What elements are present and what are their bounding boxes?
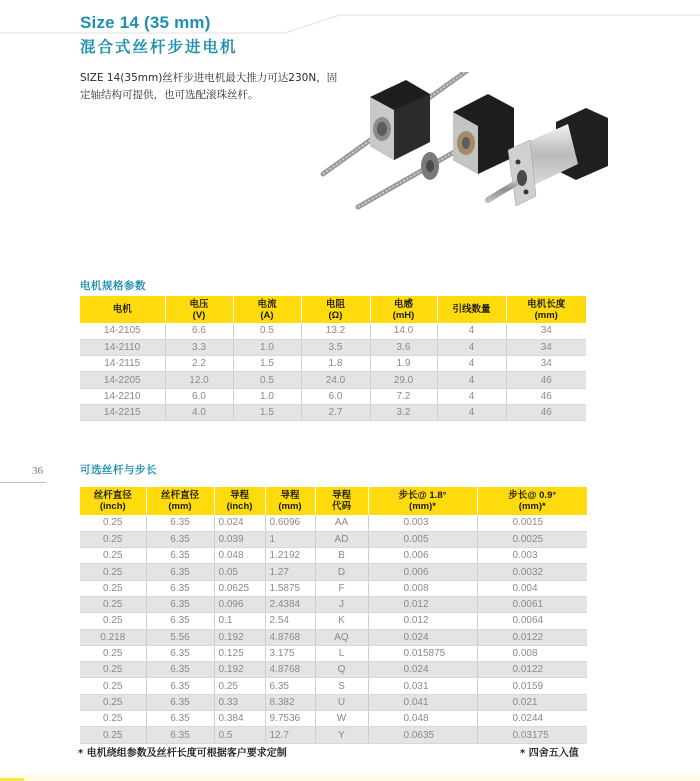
- table-cell: 1.27: [265, 564, 315, 580]
- table-row: [80, 662, 587, 678]
- bottom-color-band: [0, 775, 700, 781]
- table-cell: 46: [506, 404, 586, 420]
- table-cell: 0.03175: [477, 727, 587, 743]
- table-row: [80, 515, 587, 531]
- table-cell: 6.35: [146, 662, 214, 678]
- table-cell: 0.048: [214, 548, 265, 564]
- table-cell: 34: [506, 339, 586, 355]
- table-cell: 1.5875: [265, 580, 315, 596]
- table-cell: 0.003: [477, 548, 587, 564]
- table-cell: L: [315, 645, 368, 661]
- table-header-row: [80, 487, 587, 515]
- table-row: [80, 727, 587, 743]
- table-row: [80, 613, 587, 629]
- table-cell: J: [315, 596, 368, 612]
- column-header-voltage: 电压 (V): [165, 296, 233, 323]
- table-cell: 0.25: [80, 564, 146, 580]
- table-cell: 0.024: [368, 629, 477, 645]
- table-cell: 0.5: [233, 323, 301, 339]
- table-cell: 0.031: [368, 678, 477, 694]
- column-header-screw-dia-inch: 丝杆直径 (inch): [80, 487, 146, 515]
- table-cell: AD: [315, 531, 368, 547]
- screw-options-table: [80, 487, 587, 744]
- table-cell: 0.012: [368, 613, 477, 629]
- table-cell: 6.35: [146, 531, 214, 547]
- page-number-rule: [0, 482, 46, 483]
- table-cell: 0.192: [214, 662, 265, 678]
- table-row: [80, 404, 586, 420]
- table-row: [80, 356, 586, 372]
- column-header-current: 电流 (A): [233, 296, 301, 323]
- table-cell: 0.0032: [477, 564, 587, 580]
- table-cell: 4.8768: [265, 662, 315, 678]
- motor-specs-title: 电机规格参数: [80, 280, 146, 292]
- table-cell: 4: [437, 388, 506, 404]
- table-cell: 1.0: [233, 339, 301, 355]
- table-cell: F: [315, 580, 368, 596]
- column-header-step-0-9: 步长@ 0.9° (mm)*: [477, 487, 587, 515]
- table-cell: 0.25: [214, 678, 265, 694]
- table-cell: 46: [506, 388, 586, 404]
- table-cell: 2.4384: [265, 596, 315, 612]
- column-header-motor: 电机: [80, 296, 165, 323]
- table-cell: 0.003: [368, 515, 477, 531]
- table-cell: 14-2110: [80, 339, 165, 355]
- table-cell: 6.35: [146, 613, 214, 629]
- table-cell: 0.25: [80, 548, 146, 564]
- table-cell: 0.5: [233, 372, 301, 388]
- linear-stepper-motors-photo: [318, 72, 608, 220]
- table-row: [80, 678, 587, 694]
- table-cell: 12.0: [165, 372, 233, 388]
- table-cell: 0.0635: [368, 727, 477, 743]
- table-cell: 0.25: [80, 662, 146, 678]
- table-cell: 1: [265, 531, 315, 547]
- table-cell: 3.3: [165, 339, 233, 355]
- table-cell: D: [315, 564, 368, 580]
- table-cell: 6.35: [146, 515, 214, 531]
- column-header-screw-dia-mm: 丝杆直径 (mm): [146, 487, 214, 515]
- table-cell: 4: [437, 356, 506, 372]
- table-row: [80, 323, 586, 339]
- table-row: [80, 531, 587, 547]
- table-cell: 3.2: [370, 404, 437, 420]
- table-cell: 13.2: [301, 323, 370, 339]
- table-cell: 1.0: [233, 388, 301, 404]
- table-cell: 0.1: [214, 613, 265, 629]
- table-cell: 0.25: [80, 678, 146, 694]
- table-cell: 5.56: [146, 629, 214, 645]
- table-cell: 6.35: [146, 596, 214, 612]
- table-cell: 3.175: [265, 645, 315, 661]
- table-cell: 6.6: [165, 323, 233, 339]
- table-cell: 6.35: [146, 694, 214, 710]
- table-cell: 0.048: [368, 711, 477, 727]
- table-cell: 6.35: [146, 711, 214, 727]
- table-cell: 0.006: [368, 564, 477, 580]
- table-cell: 2.54: [265, 613, 315, 629]
- table-cell: Y: [315, 727, 368, 743]
- table-cell: 24.0: [301, 372, 370, 388]
- table-row: [80, 339, 586, 355]
- table-cell: 9.7536: [265, 711, 315, 727]
- table-cell: AA: [315, 515, 368, 531]
- table-cell: 14-2115: [80, 356, 165, 372]
- table-cell: 0.0061: [477, 596, 587, 612]
- table-row: [80, 629, 587, 645]
- table-cell: 0.125: [214, 645, 265, 661]
- table-cell: 0.25: [80, 694, 146, 710]
- column-header-lead-code: 导程 代码: [315, 487, 368, 515]
- table-cell: 0.25: [80, 515, 146, 531]
- table-cell: 0.024: [214, 515, 265, 531]
- table-cell: 0.0015: [477, 515, 587, 531]
- table-row: [80, 645, 587, 661]
- table-row: [80, 711, 587, 727]
- table-cell: 0.012: [368, 596, 477, 612]
- table-cell: 4: [437, 372, 506, 388]
- column-header-lead-count: 引线数量: [437, 296, 506, 323]
- table-cell: 2.2: [165, 356, 233, 372]
- table-cell: 4.8768: [265, 629, 315, 645]
- table-cell: 1.8: [301, 356, 370, 372]
- table-row: [80, 548, 587, 564]
- table-cell: 0.005: [368, 531, 477, 547]
- table-cell: 0.008: [368, 580, 477, 596]
- table-cell: 0.6096: [265, 515, 315, 531]
- table-cell: 0.006: [368, 548, 477, 564]
- table-cell: 0.0159: [477, 678, 587, 694]
- table-row: [80, 372, 586, 388]
- table-cell: 8.382: [265, 694, 315, 710]
- screw-options-title: 可选丝杆与步长: [80, 464, 157, 476]
- table-cell: 0.5: [214, 727, 265, 743]
- table-cell: 0.25: [80, 711, 146, 727]
- column-header-lead-inch: 导程 (inch): [214, 487, 265, 515]
- table-cell: 14.0: [370, 323, 437, 339]
- table-cell: 14-2105: [80, 323, 165, 339]
- table-cell: 6.0: [301, 388, 370, 404]
- table-cell: 14-2215: [80, 404, 165, 420]
- table-cell: 14-2205: [80, 372, 165, 388]
- table-cell: 4: [437, 404, 506, 420]
- page-number: 36: [32, 465, 43, 477]
- table-cell: 0.024: [368, 662, 477, 678]
- table-cell: 0.25: [80, 580, 146, 596]
- table-cell: 29.0: [370, 372, 437, 388]
- table-row: [80, 564, 587, 580]
- table-cell: 6.35: [146, 564, 214, 580]
- table-cell: B: [315, 548, 368, 564]
- table-cell: 6.35: [146, 548, 214, 564]
- table-cell: 0.015875: [368, 645, 477, 661]
- table-row: [80, 596, 587, 612]
- table-cell: 0.218: [80, 629, 146, 645]
- table-cell: 0.0122: [477, 629, 587, 645]
- table-row: [80, 388, 586, 404]
- table-cell: 34: [506, 323, 586, 339]
- table-cell: 0.0625: [214, 580, 265, 596]
- table-cell: AQ: [315, 629, 368, 645]
- table-cell: 0.05: [214, 564, 265, 580]
- column-header-resistance: 电阻 (Ω): [301, 296, 370, 323]
- table-cell: 0.0244: [477, 711, 587, 727]
- table-cell: Q: [315, 662, 368, 678]
- table-cell: 0.008: [477, 645, 587, 661]
- table-cell: 0.384: [214, 711, 265, 727]
- table-cell: 0.0122: [477, 662, 587, 678]
- column-header-inductance: 电感 (mH): [370, 296, 437, 323]
- table-cell: U: [315, 694, 368, 710]
- table-cell: 4.0: [165, 404, 233, 420]
- table-cell: 0.25: [80, 596, 146, 612]
- table-cell: 1.5: [233, 356, 301, 372]
- table-cell: 46: [506, 372, 586, 388]
- table-cell: 0.0025: [477, 531, 587, 547]
- page-title-en: Size 14 (35 mm): [80, 13, 211, 32]
- table-cell: 0.25: [80, 645, 146, 661]
- table-cell: 0.0064: [477, 613, 587, 629]
- table-cell: 1.5: [233, 404, 301, 420]
- column-header-step-1-8: 步长@ 1.8° (mm)*: [368, 487, 477, 515]
- table-cell: K: [315, 613, 368, 629]
- table-cell: 1.9: [370, 356, 437, 372]
- table-cell: 6.35: [146, 727, 214, 743]
- table-row: [80, 580, 587, 596]
- table-cell: 3.5: [301, 339, 370, 355]
- column-header-motor-length: 电机长度 (mm): [506, 296, 586, 323]
- table-cell: 6.35: [146, 645, 214, 661]
- table-cell: 3.6: [370, 339, 437, 355]
- table-cell: 0.25: [80, 727, 146, 743]
- table-cell: 0.25: [80, 531, 146, 547]
- table-cell: 0.021: [477, 694, 587, 710]
- table-cell: 6.35: [265, 678, 315, 694]
- intro-paragraph: SIZE 14(35mm)丝杆步进电机最大推力可达230N，固定轴结构可提供，也可选配滚珠丝杆。: [80, 72, 338, 101]
- footnote-customization: * 电机绕组参数及丝杆长度可根据客户要求定制: [78, 748, 287, 759]
- column-header-lead-mm: 导程 (mm): [265, 487, 315, 515]
- table-cell: 12.7: [265, 727, 315, 743]
- table-cell: 2.7: [301, 404, 370, 420]
- table-cell: 34: [506, 356, 586, 372]
- table-cell: 0.192: [214, 629, 265, 645]
- table-cell: 0.039: [214, 531, 265, 547]
- table-header-row: [80, 296, 586, 323]
- table-cell: 4: [437, 323, 506, 339]
- table-row: [80, 694, 587, 710]
- table-cell: 0.096: [214, 596, 265, 612]
- page-title-cn: 混合式丝杆步进电机: [80, 38, 238, 56]
- table-cell: 0.33: [214, 694, 265, 710]
- table-cell: 6.35: [146, 678, 214, 694]
- table-cell: 1.2192: [265, 548, 315, 564]
- table-cell: 14-2210: [80, 388, 165, 404]
- table-cell: 0.004: [477, 580, 587, 596]
- table-cell: W: [315, 711, 368, 727]
- table-cell: 0.041: [368, 694, 477, 710]
- table-cell: S: [315, 678, 368, 694]
- table-cell: 0.25: [80, 613, 146, 629]
- table-cell: 4: [437, 339, 506, 355]
- table-cell: 6.0: [165, 388, 233, 404]
- table-cell: 6.35: [146, 580, 214, 596]
- motor-specs-table: [80, 296, 586, 421]
- table-cell: 7.2: [370, 388, 437, 404]
- footnote-rounded: * 四舍五入值: [520, 748, 579, 759]
